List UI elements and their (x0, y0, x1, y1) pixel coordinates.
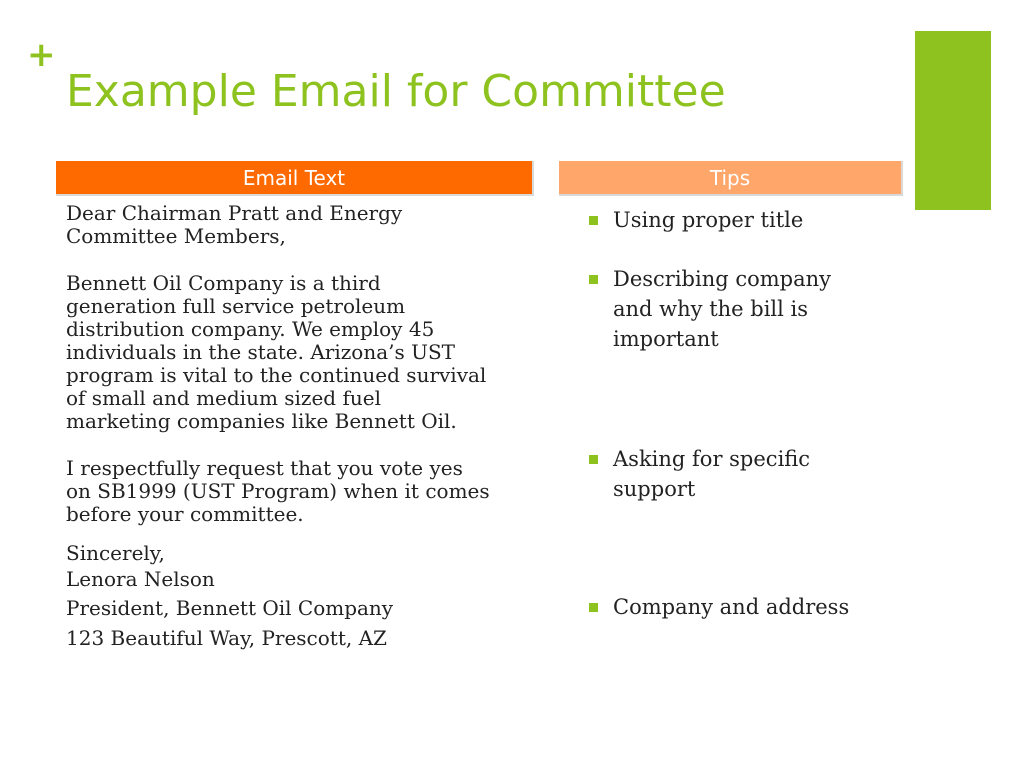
tip-line: important (613, 327, 719, 351)
square-bullet-icon (589, 603, 598, 612)
paragraph-line: distribution company. We employ 45 (66, 317, 435, 341)
square-bullet-icon (589, 216, 598, 225)
email-text-header: Email Text (56, 161, 534, 196)
greeting-line: Dear Chairman Pratt and Energy (66, 201, 403, 225)
email-closing (66, 540, 536, 592)
tip-line: support (613, 477, 696, 501)
tip-line: Using proper title (613, 208, 804, 232)
paragraph-line: individuals in the state. Arizona’s UST (66, 340, 456, 364)
tip-item (589, 264, 889, 354)
tip-line: Asking for specific (613, 447, 811, 471)
signer-address: 123 Beautiful Way, Prescott, AZ (66, 626, 387, 650)
signer-title: President, Bennett Oil Company (66, 596, 394, 620)
tip-text (613, 592, 889, 622)
closing-word: Sincerely, (66, 541, 165, 565)
tip-text (613, 264, 889, 354)
paragraph-line: I respectfully request that you vote yes (66, 456, 463, 480)
accent-bar (915, 31, 991, 210)
tip-text (613, 444, 889, 504)
email-paragraph-company (66, 272, 536, 433)
greeting-line: Committee Members, (66, 224, 286, 248)
email-paragraph-request (66, 457, 536, 526)
tip-item (589, 444, 889, 504)
tip-text (613, 205, 889, 235)
tip-line: and why the bill is (613, 297, 809, 321)
paragraph-line: marketing companies like Bennett Oil. (66, 409, 457, 433)
tip-item (589, 592, 889, 622)
paragraph-line: before your committee. (66, 502, 304, 526)
email-body (66, 202, 536, 652)
paragraph-line: on SB1999 (UST Program) when it comes (66, 479, 490, 503)
tips-header: Tips (559, 161, 903, 196)
signer-name: Lenora Nelson (66, 567, 215, 591)
square-bullet-icon (589, 455, 598, 464)
tip-line: Company and address (613, 595, 850, 619)
email-greeting (66, 202, 536, 248)
paragraph-line: of small and medium sized fuel (66, 386, 381, 410)
tip-item (589, 205, 889, 235)
slide-title: Example Email for Committee (66, 66, 726, 117)
paragraph-line: generation full service petroleum (66, 294, 406, 318)
paragraph-line: program is vital to the continued survival (66, 363, 487, 387)
plus-icon: + (27, 35, 56, 75)
square-bullet-icon (589, 275, 598, 284)
tip-line: Describing company (613, 267, 832, 291)
paragraph-line: Bennett Oil Company is a third (66, 271, 381, 295)
